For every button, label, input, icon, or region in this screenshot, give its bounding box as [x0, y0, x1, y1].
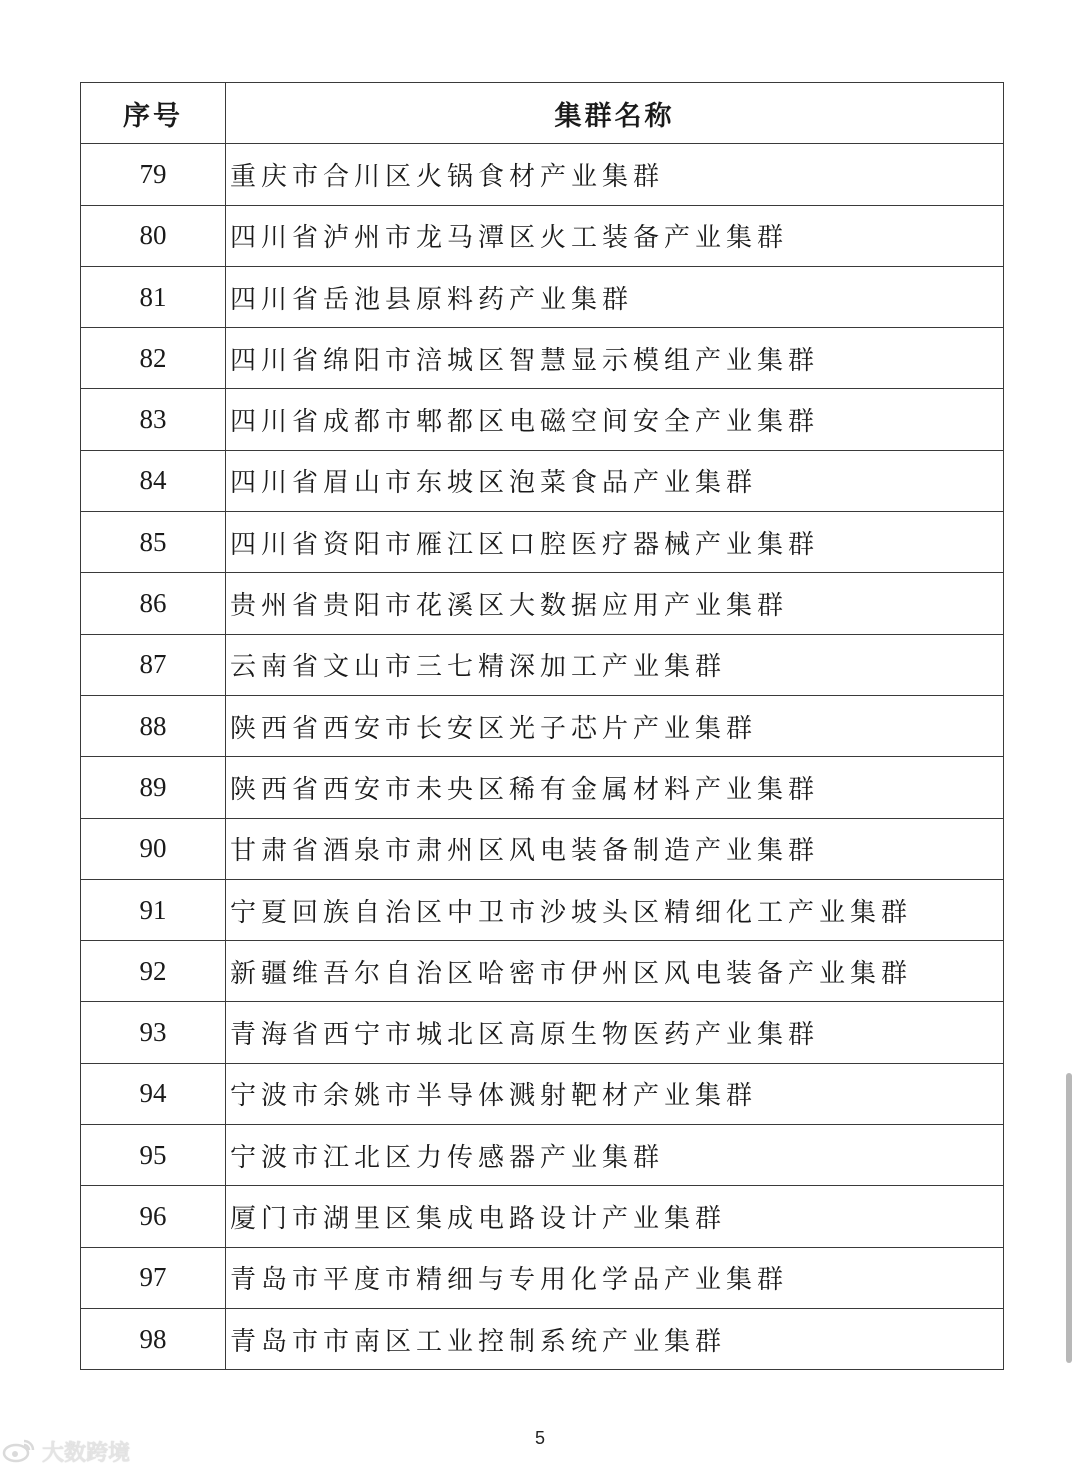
- row-number: 90: [81, 818, 226, 879]
- row-cluster-name: 宁波市江北区力传感器产业集群: [226, 1125, 1004, 1186]
- table-row: [81, 634, 1004, 695]
- row-number: 96: [81, 1186, 226, 1247]
- row-number: 89: [81, 757, 226, 818]
- row-cluster-name: 贵州省贵阳市花溪区大数据应用产业集群: [226, 573, 1004, 634]
- row-cluster-name: 四川省资阳市雁江区口腔医疗器械产业集群: [226, 512, 1004, 573]
- row-cluster-name: 四川省泸州市龙马潭区火工装备产业集群: [226, 205, 1004, 266]
- page-number: 5: [534, 1428, 545, 1448]
- row-cluster-name: 重庆市合川区火锅食材产业集群: [226, 144, 1004, 205]
- row-cluster-name: 青岛市市南区工业控制系统产业集群: [226, 1308, 1004, 1369]
- watermark-text: 大数跨境: [42, 1441, 131, 1466]
- row-number: 85: [81, 512, 226, 573]
- row-cluster-name: 宁波市余姚市半导体溅射靶材产业集群: [226, 1063, 1004, 1124]
- row-cluster-name: 四川省眉山市东坡区泡菜食品产业集群: [226, 450, 1004, 511]
- table-row: [81, 328, 1004, 389]
- row-number: 79: [81, 144, 226, 205]
- weibo-style-logo-icon: [2, 1437, 36, 1467]
- header-name: 集群名称: [226, 83, 1004, 144]
- row-number: 81: [81, 266, 226, 327]
- table-row: [81, 941, 1004, 1002]
- row-cluster-name: 四川省绵阳市涪城区智慧显示模组产业集群: [226, 328, 1004, 389]
- row-number: 98: [81, 1308, 226, 1369]
- row-number: 80: [81, 205, 226, 266]
- row-cluster-name: 厦门市湖里区集成电路设计产业集群: [226, 1186, 1004, 1247]
- table-row: [81, 1002, 1004, 1063]
- cluster-table: [80, 82, 1004, 1370]
- row-number: 92: [81, 941, 226, 1002]
- row-number: 91: [81, 879, 226, 940]
- header-number: 序号: [81, 83, 226, 144]
- row-number: 93: [81, 1002, 226, 1063]
- table-row: [81, 573, 1004, 634]
- table-row: [81, 450, 1004, 511]
- row-cluster-name: 陕西省西安市长安区光子芯片产业集群: [226, 695, 1004, 756]
- row-number: 84: [81, 450, 226, 511]
- row-number: 83: [81, 389, 226, 450]
- table-row: [81, 144, 1004, 205]
- table-row: [81, 879, 1004, 940]
- table-row: [81, 757, 1004, 818]
- table-row: [81, 205, 1004, 266]
- row-number: 87: [81, 634, 226, 695]
- row-number: 95: [81, 1125, 226, 1186]
- row-cluster-name: 青海省西宁市城北区高原生物医药产业集群: [226, 1002, 1004, 1063]
- row-cluster-name: 四川省岳池县原料药产业集群: [226, 266, 1004, 327]
- table-row: [81, 1247, 1004, 1308]
- table-row: [81, 1186, 1004, 1247]
- watermark: [2, 1436, 130, 1467]
- row-number: 88: [81, 695, 226, 756]
- table-row: [81, 818, 1004, 879]
- row-cluster-name: 甘肃省酒泉市肃州区风电装备制造产业集群: [226, 818, 1004, 879]
- row-cluster-name: 青岛市平度市精细与专用化学品产业集群: [226, 1247, 1004, 1308]
- row-cluster-name: 宁夏回族自治区中卫市沙坡头区精细化工产业集群: [226, 879, 1004, 940]
- table-row: [81, 1308, 1004, 1369]
- table-row: [81, 389, 1004, 450]
- row-number: 86: [81, 573, 226, 634]
- row-cluster-name: 四川省成都市郫都区电磁空间安全产业集群: [226, 389, 1004, 450]
- table-row: [81, 695, 1004, 756]
- table-row: [81, 512, 1004, 573]
- table-header-row: [81, 83, 1004, 144]
- row-cluster-name: 新疆维吾尔自治区哈密市伊州区风电装备产业集群: [226, 941, 1004, 1002]
- scrollbar-thumb[interactable]: [1066, 1073, 1072, 1363]
- table-row: [81, 1063, 1004, 1124]
- row-number: 82: [81, 328, 226, 389]
- table-row: [81, 1125, 1004, 1186]
- row-number: 97: [81, 1247, 226, 1308]
- table-row: [81, 266, 1004, 327]
- row-number: 94: [81, 1063, 226, 1124]
- row-cluster-name: 云南省文山市三七精深加工产业集群: [226, 634, 1004, 695]
- row-cluster-name: 陕西省西安市未央区稀有金属材料产业集群: [226, 757, 1004, 818]
